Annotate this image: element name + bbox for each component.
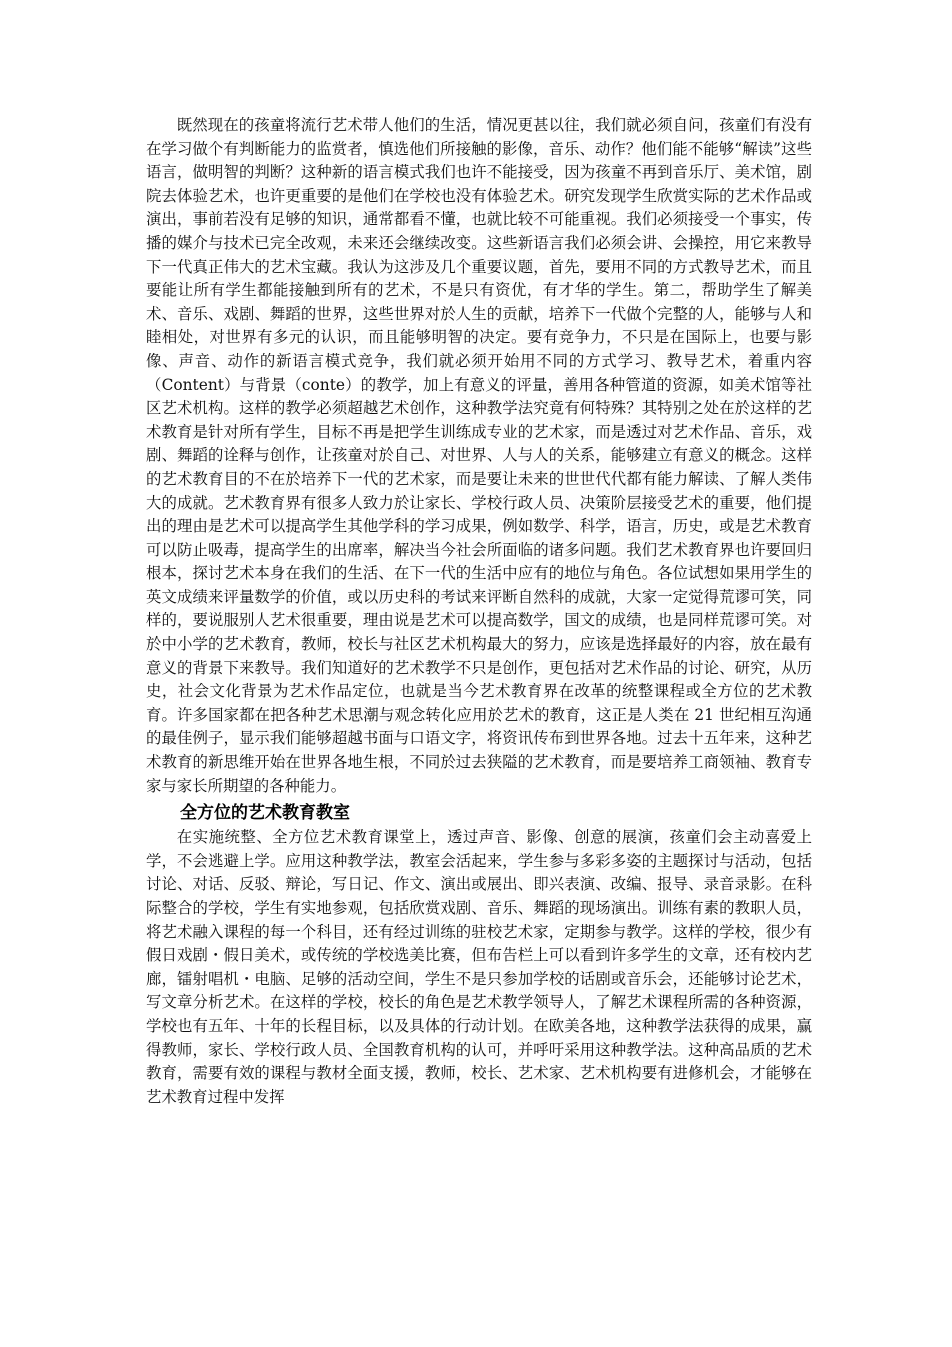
body-paragraph: 既然现在的孩童将流行艺术带人他们的生活，情况更甚以往，我们就必须自问，孩童们有没有在学习做个有判断能力的监赏者，慎选他们所接触的影像，音乐、动作？他们能不能够“解读”这些语言，做明智的判断？这种新的语言模式我们也许不能接受，因为孩童不再到音乐厅、美术馆，剧院去体验艺术，也许更重要的是他们在学校也没有体验艺术。研究发现学生欣赏实际的艺术作品或演出，事前若没有足够的知识，通常都看不懂，也就比较不可能重视。我们必须接受一个事实，传播的媒介与技术已完全改观，未来还会继续改变。这些新语言我们必须会讲、会操控，用它来教导下一代真正伟大的艺术宝藏。我认为这涉及几个重要议题，首先，要用不同的方式教导艺术，而且要能让所有学生都能接触到所有的艺术，不是只有资优，有才华的学生。第二，帮助学生了解美术、音乐、戏剧、舞蹈的世界，这些世界对於人生的贡献，培养下一代做个完整的人，能够与人和睦相处，对世界有多元的认识，而且能够明智的决定。要有竞争力，不只是在国际上，也要与影像、声音、动作的新语言模式竞争，我们就必须开始用不同的方式学习、教导艺术，着重内容（Content）与背景（conte）的教学，加上有意义的评量，善用各种管道的资源，如美术馆等社区艺术机构。这样的教学必须超越艺术创作，这种教学法究竟有何特殊？其特别之处在於这样的艺术教育是针对所有学生，目标不再是把学生训练成专业的艺术家，而是透过对艺术作品、音乐，戏剧、舞蹈的诠释与创作，让孩童对於自己、对世界、人与人的关系，能够建立有意义的概念。这样的艺术教育目的不在於培养下一代的艺术家，而是要让未来的世世代代都有能力解读、了解人类伟大的成就。艺术教育界有很多人致力於让家长、学校行政人员、决策阶层接受艺术的重要，他们提出的理由是艺术可以提高学生其他学科的学习成果，例如数学、科学，语言，历史，或是艺术教育可以防止吸毒，提高学生的出席率，解决当今社会所面临的诸多问题。我们艺术教育界也许要回归根本，探讨艺术本身在我们的生活、在下一代的生活中应有的地位与角色。各位试想如果用学生的英文成绩来评量数学的价值，或以历史科的考试来评断自然科的成就，大家一定觉得荒谬可笑，同样的，要说服别人艺术很重要，理由说是艺术可以提高数学，国文的成绩，也是同样荒谬可笑。对於中小学的艺术教育，教师，校长与社区艺术机构最大的努力，应该是选择最好的内容，放在最有意义的背景下来教导。我们知道好的艺术教学不只是创作，更包括对艺术作品的讨论、研究，从历史，社会文化背景为艺术作品定位，也就是当今艺术教育界在改革的统整课程或全方位的艺术教育。许多国家都在把各种艺术思潮与观念转化应用於艺术的教育，这正是人类在 21 世纪相互沟通的最佳例子，显示我们能够超越书面与口语文字，将资讯传布到世界各地。过去十五年来，这种艺术教育的新思维开始在世界各地生根，不同於过去狭隘的艺术教育，而是要培养工商领袖、教育专家与家长所期望的各种能力。 — [146, 116, 812, 795]
body-paragraph: 在实施统整、全方位艺术教育课堂上，透过声音、影像、创意的展演，孩童们会主动喜爱上学，不会逃避上学。应用这种教学法，教室会活起来，学生参与多彩多姿的主题探讨与活动，包括讨论、对话、反驳、辩论，写日记、作文、演出或展出、即兴表演、改编、报导、录音录影。在科际整合的学校，学生有实地参观，包括欣赏戏剧、音乐、舞蹈的现场演出。训练有素的教职人员，将艺术融入课程的每一个科目，还有经过训练的驻校艺术家，定期参与教学。这样的学校，很少有假日戏剧・假日美术，或传统的学校选美比赛，但布告栏上可以看到许多学生的文章，还有校内艺廊，镭射唱机・电脑、足够的活动空间，学生不是只参加学校的话剧或音乐会，还能够讨论艺术，写文章分析艺术。在这样的学校，校长的角色是艺术教学领导人，了解艺术课程所需的各种资源，学校也有五年、十年的长程目标，以及具体的行动计划。在欧美各地，这种教学法获得的成果，赢得教师，家长、学校行政人员、全国教育机构的认可，并呼吁采用这种教学法。这种高品质的艺术教育，需要有效的课程与教材全面支援，教师，校长、艺术家、艺术机构要有进修机会，才能够在艺术教育过程中发挥 — [146, 828, 812, 1106]
section-heading: 全方位的艺术教育教室 — [180, 803, 350, 824]
document-page — [146, 114, 812, 1109]
